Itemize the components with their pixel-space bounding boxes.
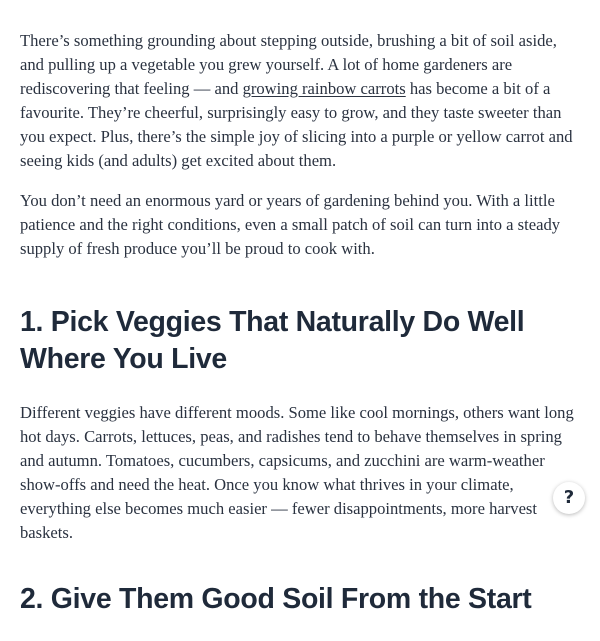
section-heading-pick-veggies: 1. Pick Veggies That Naturally Do Well Where You Live bbox=[20, 306, 525, 375]
rainbow-carrots-link[interactable]: growing rainbow carrots bbox=[242, 79, 406, 98]
intro-text-after-link: has become a bit of a favourite. They’re cheerful, surprisingly easy to grow, and they taste sweeter than you expect. Plus, there’s the simple joy of slicing into a purple or yellow carrot and seeing kids (and adults) get excited about them. bbox=[20, 79, 573, 170]
question-mark-icon: ? bbox=[563, 487, 575, 508]
section-heading-good-soil: 2. Give Them Good Soil From the Start bbox=[20, 583, 532, 615]
second-paragraph: You don’t need an enormous yard or years of gardening behind you. With a little patience and the right conditions, even a small patch of soil can turn into a steady supply of fresh produce you’ll be proud to cook with. bbox=[20, 191, 561, 258]
article-body bbox=[20, 29, 580, 641]
intro-text-before-link: There’s something grounding about stepping outside, brushing a bit of soil aside, and pulling up a vegetable you grew yourself. A lot of home gardeners are rediscovering that feeling — and bbox=[20, 31, 557, 98]
help-button[interactable] bbox=[553, 482, 585, 514]
section-paragraph-pick-veggies: Different veggies have different moods. Some like cool mornings, others want long hot days. Carrots, lettuces, peas, and radishes tend to behave themselves in spring and autumn. Tomatoes, cucumbers, capsicums, and zucchini are warm-weather show-offs and need the heat. Once you know what thrives in your climate, everything else becomes much easier — fewer disappointments, more harvest baskets. bbox=[20, 403, 574, 542]
intro-paragraph bbox=[20, 29, 580, 173]
